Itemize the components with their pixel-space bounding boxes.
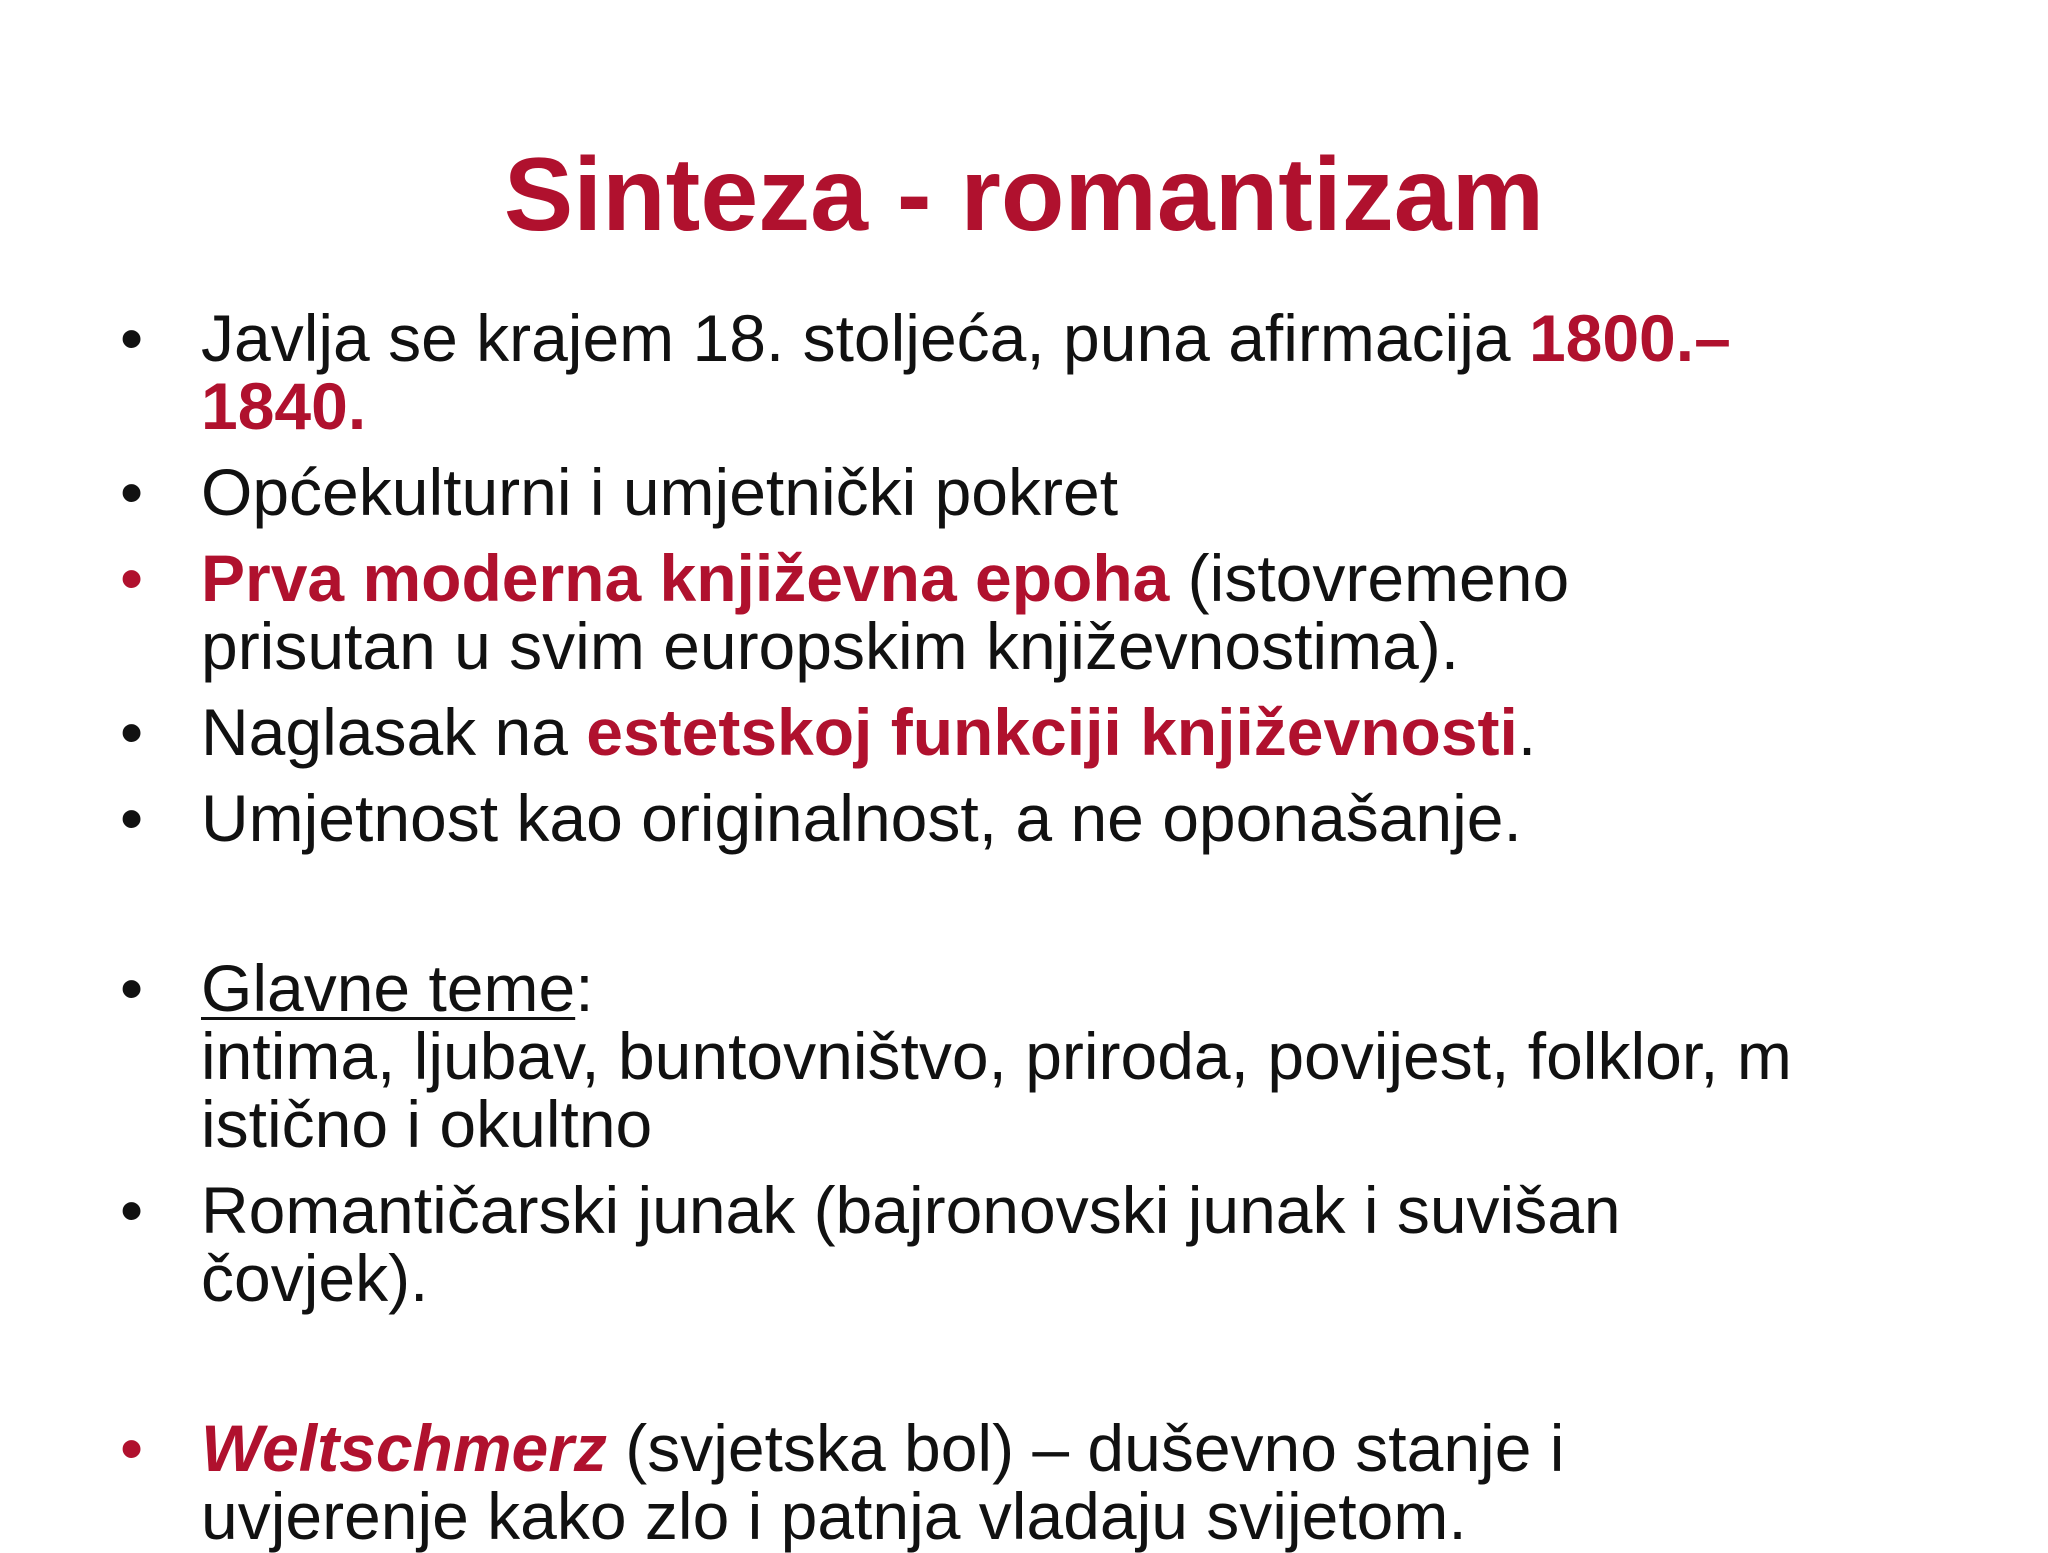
bullet-text-accent: Prva moderna književna epoha: [201, 541, 1170, 615]
bullet-marker: •: [120, 301, 144, 375]
bullet-text: [201, 1173, 2041, 1315]
bullet-text-plain: Umjetnost kao originalnost, a ne oponašanje.: [201, 781, 1522, 855]
bullet-text-underlined: Glavne teme: [201, 951, 576, 1025]
bullet-text-accent-line2: 1840.: [201, 369, 367, 443]
bullet-text-plain: Naglasak na: [201, 695, 587, 769]
bullet-text: [201, 455, 2041, 529]
slide-title: Sinteza - romantizam: [503, 137, 1545, 253]
bullet-text: [201, 301, 2041, 443]
bullet-marker: •: [120, 951, 144, 1025]
bullet-text-line2: prisutan u svim europskim književnostima).: [201, 609, 1460, 683]
bullet-text-plain: (istovremeno: [1169, 541, 1570, 615]
bullet-text: [201, 1411, 2041, 1553]
bullet-text: [201, 541, 2041, 683]
bullet-text-plain: (svjetska bol) – duševno stanje i: [606, 1411, 1565, 1485]
bullet-text-line2: uvjerenje kako zlo i patnja vladaju svijetom.: [201, 1479, 1467, 1553]
bullet-text-plain: :: [575, 951, 594, 1025]
bullet-text-accent: 1800.–: [1528, 301, 1731, 375]
bullet-text-plain-end: .: [1517, 695, 1537, 769]
bullet-marker: •: [120, 695, 144, 769]
bullet-marker: •: [120, 455, 144, 529]
bullet-text-accent: estetskoj funkciji književnosti: [586, 695, 1518, 769]
bullet-text-line2: čovjek).: [201, 1241, 429, 1315]
bullet-text: [201, 695, 2041, 769]
bullet-text-plain: Romantičarski junak (bajronovski junak i suvišan: [201, 1173, 1621, 1247]
bullet-text-line3: istično i okultno: [201, 1087, 653, 1161]
bullet-text: [201, 781, 2041, 855]
bullet-text-plain: Javlja se krajem 18. stoljeća, puna afirmacija: [201, 301, 1529, 375]
bullet-marker: •: [120, 541, 144, 615]
bullet-marker: •: [120, 1173, 144, 1247]
bullet-text-accent: Weltschmerz: [201, 1411, 607, 1485]
bullet-marker: •: [120, 1411, 144, 1485]
bullet-text-line2: intima, ljubav, buntovništvo, priroda, povijest, folklor, m: [201, 1019, 1792, 1093]
bullet-text-plain: Općekulturni i umjetnički pokret: [201, 455, 1119, 529]
bullet-text: [201, 951, 2041, 1161]
bullet-marker: •: [120, 781, 144, 855]
